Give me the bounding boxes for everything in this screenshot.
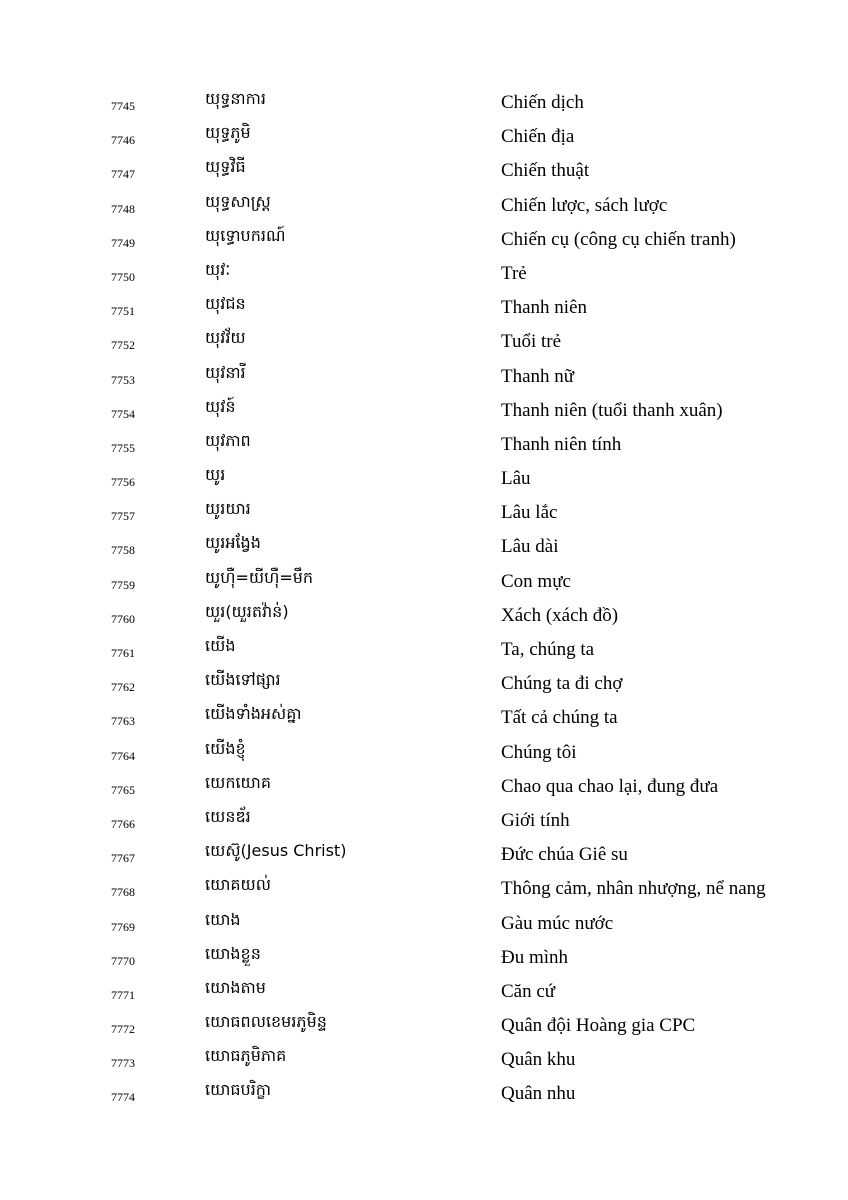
khmer-term: យុទ្ធោបករណ៍ bbox=[205, 225, 286, 245]
entry-number: 7751 bbox=[111, 304, 135, 319]
vietnamese-translation: Chiến cụ (công cụ chiến tranh) bbox=[501, 228, 736, 250]
khmer-term: យោងខ្លួន bbox=[205, 943, 261, 963]
khmer-term: យួរ(យួរតវ៉ាន់) bbox=[205, 601, 289, 621]
list-item bbox=[0, 360, 848, 394]
khmer-term: យុទ្ធវិធី bbox=[205, 157, 246, 177]
khmer-term: យុទ្ធនាការ bbox=[205, 89, 266, 108]
vietnamese-translation: Chúng tôi bbox=[501, 741, 577, 763]
vietnamese-translation: Thông cảm, nhân nhượng, nể nang bbox=[501, 878, 766, 900]
entry-number: 7761 bbox=[111, 646, 135, 660]
list-item bbox=[0, 257, 848, 291]
list-item bbox=[0, 907, 848, 941]
khmer-term: យូរយារ bbox=[205, 499, 251, 519]
entry-number: 7758 bbox=[111, 543, 135, 558]
khmer-term: យើង bbox=[205, 636, 236, 655]
list-item bbox=[0, 291, 848, 325]
khmer-term: យេស៊ូ(Jesus Christ) bbox=[205, 841, 347, 861]
vietnamese-translation: Gàu múc nước bbox=[501, 912, 614, 934]
list-item bbox=[0, 838, 848, 872]
entry-number: 7766 bbox=[111, 816, 135, 831]
list-item bbox=[0, 770, 848, 804]
list-item bbox=[0, 120, 848, 154]
vietnamese-translation: Trẻ bbox=[501, 262, 527, 284]
vietnamese-translation: Chiến địa bbox=[501, 126, 575, 148]
entry-number: 7746 bbox=[111, 133, 135, 148]
list-item bbox=[0, 975, 848, 1009]
entry-number: 7760 bbox=[111, 611, 135, 626]
khmer-term: យោគយល់ bbox=[205, 875, 272, 895]
list-item bbox=[0, 189, 848, 223]
entry-number: 7770 bbox=[111, 953, 135, 968]
entry-number: 7769 bbox=[111, 919, 135, 934]
khmer-term: យុទ្ធភូមិ bbox=[205, 123, 251, 143]
khmer-term: យើងទាំងអស់គ្នា bbox=[205, 704, 302, 724]
list-item bbox=[0, 530, 848, 564]
entry-number: 7763 bbox=[111, 714, 135, 729]
khmer-term: យេនឌ័រ bbox=[205, 806, 251, 826]
khmer-term: យូហ៊ឺ=យីហ៊ឺ=មឹក bbox=[205, 567, 314, 587]
list-item bbox=[0, 1077, 848, 1111]
list-item bbox=[0, 154, 848, 188]
list-item bbox=[0, 428, 848, 462]
vietnamese-translation: Đức chúa Giê su bbox=[501, 844, 628, 866]
entry-number: 7747 bbox=[111, 167, 135, 182]
entry-number: 7768 bbox=[111, 885, 135, 900]
vietnamese-translation: Giới tính bbox=[501, 809, 570, 831]
entry-number: 7753 bbox=[111, 372, 135, 387]
list-item bbox=[0, 599, 848, 633]
entry-number: 7771 bbox=[111, 987, 135, 1002]
vietnamese-translation: Lâu bbox=[501, 468, 531, 490]
entry-number: 7765 bbox=[111, 782, 135, 797]
entry-number: 7748 bbox=[111, 201, 135, 216]
list-item bbox=[0, 872, 848, 906]
khmer-term: យោធបរិក្ខា bbox=[205, 1080, 272, 1100]
khmer-term: យើងខ្ញុំ bbox=[205, 738, 246, 758]
list-item bbox=[0, 1009, 848, 1043]
entry-number: 7745 bbox=[111, 99, 135, 113]
entry-number: 7764 bbox=[111, 748, 135, 763]
vietnamese-translation: Chiến lược, sách lược bbox=[501, 194, 668, 216]
khmer-term: យោង bbox=[205, 909, 241, 929]
vietnamese-translation: Lâu lắc bbox=[501, 502, 558, 524]
khmer-term: យុវវ័យ bbox=[205, 328, 246, 348]
vietnamese-translation: Chao qua chao lại, đung đưa bbox=[501, 775, 719, 797]
list-item bbox=[0, 565, 848, 599]
vietnamese-translation: Căn cứ bbox=[501, 980, 556, 1002]
list-item bbox=[0, 325, 848, 359]
khmer-term: យោធពលខេមរភូមិន្ទ bbox=[205, 1012, 327, 1032]
entry-number: 7759 bbox=[111, 577, 135, 592]
list-item bbox=[0, 804, 848, 838]
vietnamese-translation: Quân nhu bbox=[501, 1083, 576, 1105]
dictionary-entries bbox=[0, 86, 848, 1112]
vietnamese-translation: Con mực bbox=[501, 570, 571, 592]
khmer-term: យេកយោគ bbox=[205, 772, 272, 792]
vietnamese-translation: Chiến thuật bbox=[501, 160, 590, 182]
entry-number: 7757 bbox=[111, 509, 135, 524]
khmer-term: យុទ្ធសាស្ត្រ bbox=[205, 191, 271, 211]
list-item bbox=[0, 496, 848, 530]
entry-number: 7767 bbox=[111, 851, 135, 866]
entry-number: 7754 bbox=[111, 406, 135, 421]
vietnamese-translation: Đu mình bbox=[501, 946, 569, 968]
vietnamese-translation: Thanh niên (tuổi thanh xuân) bbox=[501, 399, 723, 421]
vietnamese-translation: Thanh nữ bbox=[501, 365, 575, 387]
khmer-term: យុវន៍ bbox=[205, 396, 236, 416]
khmer-term: យុវជន bbox=[205, 294, 246, 314]
list-item bbox=[0, 633, 848, 667]
entry-number: 7774 bbox=[111, 1090, 135, 1105]
vietnamese-translation: Quân khu bbox=[501, 1049, 576, 1071]
entry-number: 7749 bbox=[111, 235, 135, 250]
khmer-term: យោងតាម bbox=[205, 977, 266, 997]
vietnamese-translation: Tuổi trẻ bbox=[501, 331, 562, 353]
list-item bbox=[0, 394, 848, 428]
vietnamese-translation: Chúng ta đi chợ bbox=[501, 673, 623, 695]
entry-number: 7752 bbox=[111, 338, 135, 353]
khmer-term: យុវនារី bbox=[205, 362, 246, 382]
list-item bbox=[0, 736, 848, 770]
khmer-term: យើងទៅផ្សារ bbox=[205, 670, 281, 690]
entry-number: 7755 bbox=[111, 440, 135, 455]
entry-number: 7756 bbox=[111, 475, 135, 490]
khmer-term: យូរអង្វែង bbox=[205, 533, 261, 553]
khmer-term: យោធភូមិភាគ bbox=[205, 1046, 287, 1066]
vietnamese-translation: Quân đội Hoàng gia CPC bbox=[501, 1015, 696, 1037]
khmer-term: យុវៈ bbox=[205, 259, 231, 279]
vietnamese-translation: Lâu dài bbox=[501, 536, 559, 558]
entry-number: 7750 bbox=[111, 269, 135, 284]
vietnamese-translation: Ta, chúng ta bbox=[501, 639, 595, 660]
list-item bbox=[0, 223, 848, 257]
entry-number: 7772 bbox=[111, 1022, 135, 1037]
vietnamese-translation: Thanh niên bbox=[501, 297, 588, 319]
list-item bbox=[0, 462, 848, 496]
list-item bbox=[0, 667, 848, 701]
entry-number: 7773 bbox=[111, 1056, 135, 1071]
khmer-term: យុវភាព bbox=[205, 430, 251, 450]
vietnamese-translation: Xách (xách đồ) bbox=[501, 604, 619, 626]
entry-number: 7762 bbox=[111, 680, 135, 695]
list-item bbox=[0, 86, 848, 120]
list-item bbox=[0, 1043, 848, 1077]
list-item bbox=[0, 941, 848, 975]
vietnamese-translation: Thanh niên tính bbox=[501, 433, 622, 455]
list-item bbox=[0, 701, 848, 735]
vietnamese-translation: Tất cả chúng ta bbox=[501, 707, 618, 729]
vietnamese-translation: Chiến dịch bbox=[501, 92, 584, 113]
khmer-term: យូរ bbox=[205, 465, 226, 485]
